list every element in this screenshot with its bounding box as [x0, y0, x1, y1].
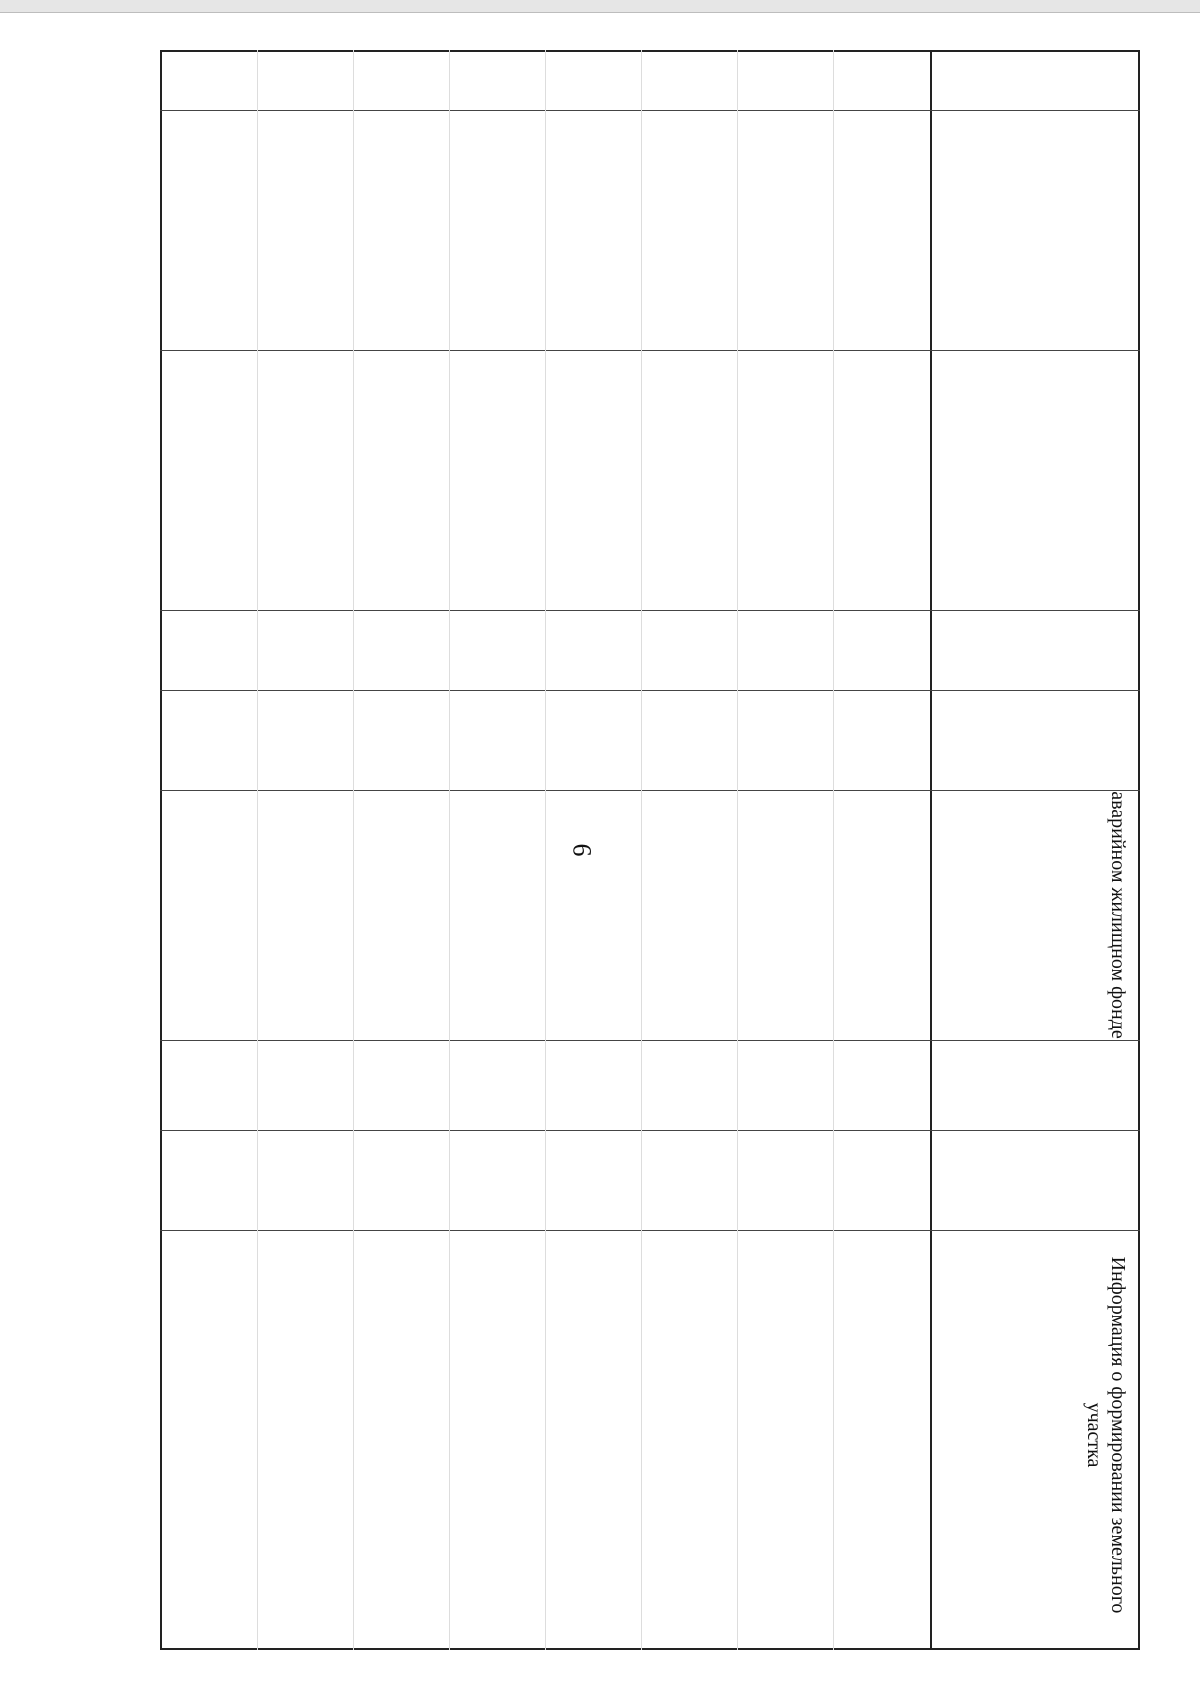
header-emergency-housing: аварийном жилищном фонде: [1107, 791, 1129, 1039]
header-land-plot: Информация о формировании земельного участка: [1083, 1256, 1129, 1614]
rotated-table-sheet: [160, 50, 1140, 1650]
row-separator: [257, 50, 258, 1650]
row-separator: [353, 50, 354, 1650]
row-separator: [833, 50, 834, 1650]
row-separator: [641, 50, 642, 1650]
table-header: [930, 50, 1140, 1650]
row-separator: [449, 50, 450, 1650]
row-separator: [545, 50, 546, 1650]
row-separator: [737, 50, 738, 1650]
scan-edge: [0, 0, 1200, 13]
page-number: 6: [567, 843, 597, 857]
table-body: [160, 50, 930, 1650]
